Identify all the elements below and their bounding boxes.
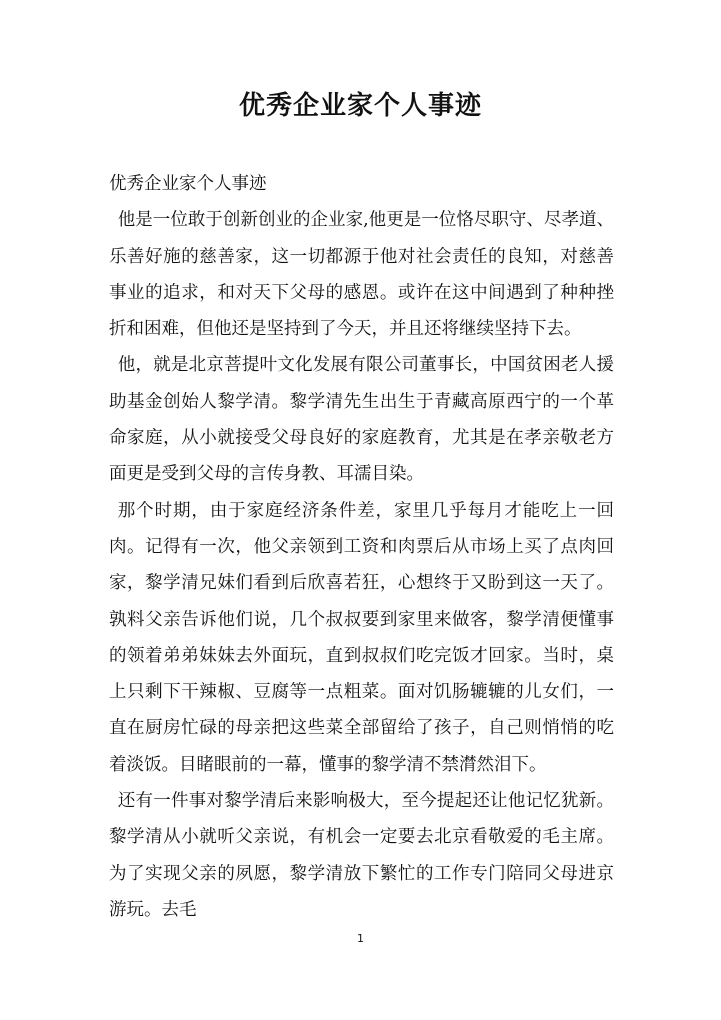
paragraph: 他，就是北京菩提叶文化发展有限公司董事长，中国贫困老人援助基金创始人黎学清。黎学清先生出生于青藏高原西宁的一个革命家庭，从小就接受父母良好的家庭教育，尤其是在孝亲敬老方面更是受到父母的言传身教、耳濡目染。 [109,355,614,485]
document-title: 优秀企业家个人事迹 [238,91,482,121]
document-body [109,166,614,928]
page-number: 1 [357,932,364,945]
paragraph: 那个时期，由于家庭经济条件差，家里几乎每月才能吃上一回肉。记得有一次，他父亲领到工资和肉票后从市场上买了点肉回家，黎学清兄妹们看到后欣喜若狂，心想终于又盼到这一天了。孰料父亲告诉他们说，几个叔叔要到家里来做客，黎学清便懂事的领着弟弟妹妹去外面玩，直到叔叔们吃完饭才回家。当时，桌上只剩下干辣椒、豆腐等一点粗菜。面对饥肠辘辘的儿女们，一直在厨房忙碌的母亲把这些菜全部留给了孩子，自己则悄悄的吃着淡饭。目睹眼前的一幕，懂事的黎学清不禁潸然泪下。 [109,500,614,775]
paragraph: 还有一件事对黎学清后来影响极大，至今提起还让他记忆犹新。黎学清从小就听父亲说，有机会一定要去北京看敬爱的毛主席。为了实现父亲的夙愿，黎学清放下繁忙的工作专门陪同父母进京游玩。去毛 [109,791,614,920]
paragraph: 他是一位敢于创新创业的企业家,他更是一位恪尽职守、尽孝道、乐善好施的慈善家，这一切都源于他对社会责任的良知，对慈善事业的追求，和对天下父母的感恩。或许在这中间遇到了种种挫折和困难，但他还是坚持到了今天，并且还将继续坚持下去。 [109,210,614,340]
document-subtitle: 优秀企业家个人事迹 [109,174,267,194]
